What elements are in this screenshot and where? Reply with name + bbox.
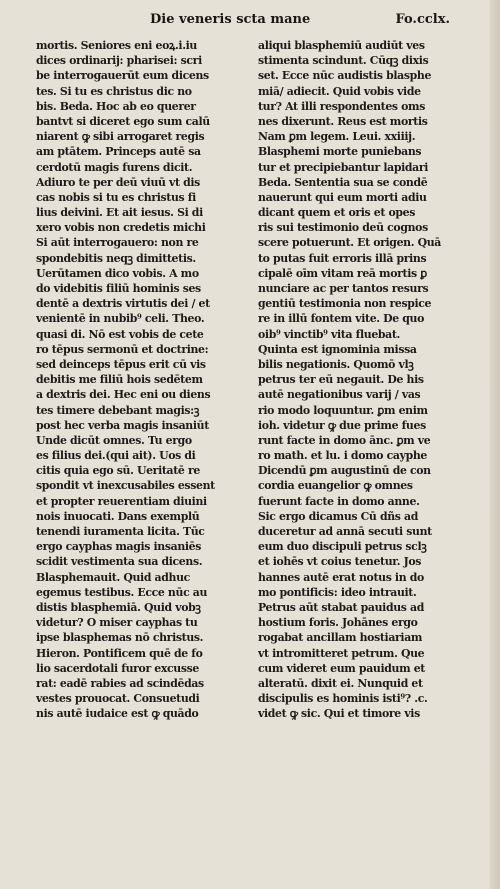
right-column-line: eum duo discipuli petrus sclꝫ: [258, 540, 427, 554]
left-column-line: xero vobis non credetis michi: [36, 221, 206, 235]
left-column-line: am ptātem. Princeps autē sa: [36, 145, 201, 159]
left-column-line: ergo cayphas magis insaniēs: [36, 540, 202, 554]
left-column-line: bis. Beda. Hoc ab eo querer: [36, 99, 196, 113]
left-column-line: distis blasphemiā. Quid vobꝫ: [36, 600, 201, 614]
left-column-line: niarent ꝙ sibi arrogaret regis: [36, 130, 205, 144]
text-columns: [36, 38, 466, 758]
right-column-line: ro math. et lu. i domo cayphe: [258, 449, 428, 463]
right-column-line: Sic ergo dicamus Cū dñs ad: [258, 509, 418, 523]
left-column: [36, 38, 244, 758]
left-column-line: nis autē iudaice est ꝙ quādo: [36, 707, 199, 721]
right-column-line: stimenta scindunt. Cūqꝫ dixis: [258, 54, 429, 68]
right-column-line: hannes autē erat notus in do: [258, 570, 424, 584]
left-column-line: tenendi iuramenta licita. Tūc: [36, 525, 205, 538]
right-column-line: nunciare ac per tantos resurs: [258, 282, 429, 295]
left-column-line: Hieron. Pontificem quē de fo: [36, 646, 203, 660]
page-header: [150, 12, 450, 34]
right-column-line: cordia euangelior ꝙ omnes: [258, 479, 413, 493]
right-column-line: autē negationibus varij / vas: [258, 388, 421, 402]
right-column-line: set. Ecce nūc audistis blasphe: [258, 69, 432, 83]
left-column-line: spondit vt inexcusabiles essent: [36, 479, 215, 493]
right-column-line: Beda. Sententia sua se condē: [258, 175, 428, 189]
left-column-line: cerdotū magis furens dicit.: [36, 160, 193, 174]
left-column-line: lio sacerdotali furor excusse: [36, 661, 199, 675]
left-column-line: mortis. Seniores eni eoꝝ.i.iu: [36, 39, 197, 52]
right-column-line: miā/ adiecit. Quid vobis vide: [258, 84, 421, 98]
right-column-line: cum videret eum pauidum et: [258, 661, 425, 675]
right-column-line: et iohēs vt coius tenetur. Jos: [258, 555, 422, 569]
left-column-line: Uerūtamen dico vobis. A mo: [36, 266, 199, 280]
left-column-line: et propter reuerentiam diuini: [36, 494, 207, 508]
right-column-line: nauerunt qui eum morti adiu: [258, 190, 427, 204]
left-column-line: spondebitis neqꝫ dimittetis.: [36, 251, 196, 265]
left-column-line: es filius dei.(qui ait). Uos di: [36, 449, 196, 463]
left-column-line: rat: eadē rabies ad scindēdas: [36, 676, 204, 690]
right-column-line: hostium foris. Johānes ergo: [258, 616, 418, 630]
right-column-line: fuerunt facte in domo anne.: [258, 494, 420, 508]
right-column-line: to putas fuit erroris illā prins: [258, 251, 427, 265]
left-column-line: do videbitis filiū hominis ses: [36, 282, 201, 295]
right-column-line: aliqui blasphemiū audiūt ves: [258, 39, 425, 52]
right-column-line: dicant quem et oris et opes: [258, 206, 416, 220]
right-column-line: bilis negationis. Quomō vlꝫ: [258, 357, 414, 371]
left-column-line: sed deinceps tēpus erit cū vis: [36, 357, 206, 371]
left-column-line: scidit vestimenta sua dicens.: [36, 555, 203, 569]
left-column-line: tes timere debebant magis:ꝫ: [36, 403, 200, 417]
right-column-line: runt facte in domo ānc. ꝑm ve: [258, 433, 431, 447]
left-column-line: videtur? O miser cayphas tu: [36, 616, 198, 630]
page-spine-shadow: [490, 0, 500, 889]
right-column-line: videt ꝙ sic. Qui et timore vis: [258, 707, 420, 721]
running-title: Die veneris scta mane: [150, 12, 311, 27]
left-column-line: tes. Si tu es christus dic no: [36, 84, 192, 98]
right-column-line: tur et precipiebantur lapidari: [258, 160, 429, 174]
left-column-line: quasi di. Nō est vobis de cete: [36, 327, 204, 341]
left-column-line: nois inuocati. Dans exemplū: [36, 509, 200, 523]
left-column-line: Unde dicūt omnes. Tu ergo: [36, 433, 192, 447]
left-column-line: egemus testibus. Ecce nūc au: [36, 585, 208, 599]
right-column-line: gentiū testimonia non respice: [258, 297, 432, 311]
right-column-line: Nam ꝑm legem. Leui. xxiiij.: [258, 130, 416, 144]
right-column-line: petrus ter eū negauit. De his: [258, 373, 424, 387]
left-column-line: debitis me filiū hois sedētem: [36, 373, 203, 387]
right-column: [258, 38, 466, 758]
right-column-line: tur? At illi respondentes oms: [258, 99, 425, 113]
right-column-line: cipalē oīm vitam reā mortis ꝑ: [258, 266, 427, 280]
left-column-line: a dextris dei. Hec eni ou diens: [36, 388, 211, 402]
left-column-line: vestes prouocat. Consuetudi: [36, 692, 200, 706]
left-column-line: ipse blasphemas nō christus.: [36, 631, 204, 645]
right-column-line: scere potuerunt. Et origen. Quā: [258, 236, 442, 250]
left-column-line: Blasphemauit. Quid adhuc: [36, 570, 190, 584]
right-column-line: Quinta est ignominia missa: [258, 342, 417, 356]
right-column-line: rio modo loquuntur. ꝑm enim: [258, 403, 428, 417]
left-column-line: ro tēpus sermonū et doctrine:: [36, 342, 209, 356]
left-column-line: Si aūt interrogauero: non re: [36, 236, 199, 250]
left-column-line: lius deivini. Et ait iesus. Si di: [36, 206, 203, 220]
right-column-line: alteratū. dixit ei. Nunquid et: [258, 676, 423, 690]
right-column-line: discipulis es hominis isti⁹? .c.: [258, 692, 428, 706]
right-column-line: vt intromitteret petrum. Que: [258, 646, 425, 660]
left-column-line: cas nobis si tu es christus fi: [36, 190, 196, 204]
right-column-line: nes dixerunt. Reus est mortis: [258, 114, 428, 128]
left-column-line: bantvt si diceret ego sum calū: [36, 114, 210, 128]
right-column-line: ris sui testimonio deū cognos: [258, 221, 428, 235]
right-column-line: rogabat ancillam hostiariam: [258, 631, 423, 645]
left-column-line: post hec verba magis insaniūt: [36, 418, 209, 432]
left-column-line: Adiuro te per deū viuū vt dis: [36, 175, 200, 189]
left-column-line: dentē a dextris virtutis dei / et: [36, 297, 210, 311]
left-column-line: venientē in nubib⁹ celi. Theo.: [36, 312, 205, 326]
right-column-line: ioh. videtur ꝙ due prime fues: [258, 418, 426, 432]
right-column-line: oib⁹ vinctib⁹ vita fluebat.: [258, 327, 400, 341]
folio-number: Fo.cclx.: [395, 12, 450, 27]
right-column-line: duceretur ad annā secuti sunt: [258, 525, 432, 538]
right-column-line: Dicendū ꝑm augustinū de con: [258, 464, 431, 478]
left-column-line: citis quia ego sū. Ueritatē re: [36, 464, 200, 478]
right-column-line: mo pontificis: ideo intrauit.: [258, 585, 417, 599]
left-column-line: dices ordinarij: pharisei: scri: [36, 54, 202, 68]
right-column-line: re in illū fontem vite. De quo: [258, 312, 425, 326]
right-column-line: Blasphemi morte puniebans: [258, 145, 422, 159]
right-column-line: Petrus aūt stabat pauidus ad: [258, 600, 424, 614]
left-column-line: be interrogauerūt eum dicens: [36, 69, 209, 83]
